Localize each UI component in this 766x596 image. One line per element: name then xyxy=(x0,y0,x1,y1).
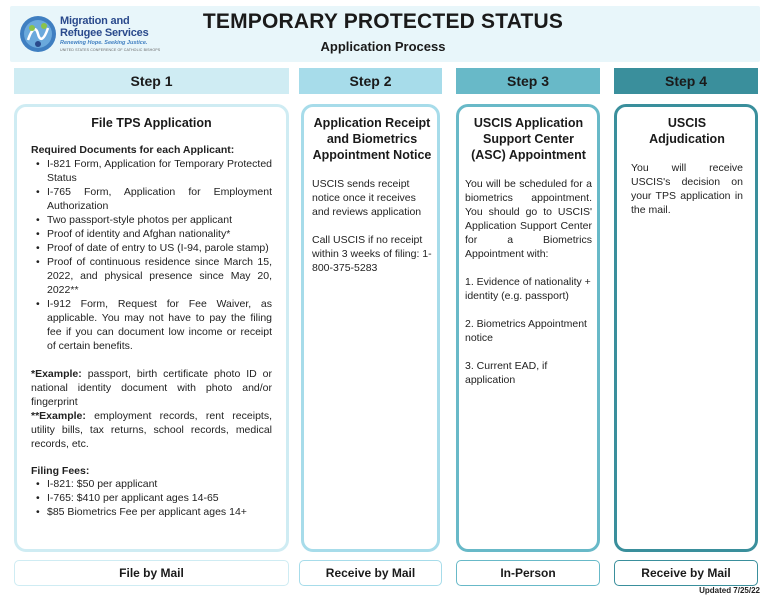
step-2-paragraph: USCIS sends receipt notice once it receives and reviews application xyxy=(312,178,422,218)
list-item: • I-765: $410 per applicant ages 14-65 xyxy=(47,491,272,505)
list-item: • I-821: $50 per applicant xyxy=(47,477,272,491)
list-item: • I-821 Form, Application for Temporary Protected Status xyxy=(47,157,272,185)
step-4-tab: Step 4 xyxy=(614,68,758,94)
org-subline: UNITED STATES CONFERENCE OF CATHOLIC BISHOPS xyxy=(60,48,161,52)
step-1-tab: Step 1 xyxy=(14,68,289,94)
page-subtitle: Application Process xyxy=(320,39,446,54)
step-1-card xyxy=(14,104,289,552)
list-item: • Two passport-style photos per applicant xyxy=(47,213,272,227)
step-2-tab: Step 2 xyxy=(299,68,442,94)
filing-fees-list xyxy=(31,477,272,519)
step-3-title: USCIS Application Support Center (ASC) Appointment xyxy=(471,116,586,162)
step-3-item-3: 3. Current EAD, if application xyxy=(465,360,548,386)
example-text: passport, birth certificate photo ID or national identity document with photo and/or fingerprint xyxy=(31,368,272,408)
required-docs-list xyxy=(31,157,272,353)
list-item: • I-765 Form, Application for Employment Authorization xyxy=(47,185,272,213)
list-item: • Proof of identity and Afghan nationality* xyxy=(47,227,272,241)
required-docs-heading: Required Documents for each Applicant: xyxy=(31,144,235,156)
updated-date: Updated 7/25/22 xyxy=(699,586,760,595)
step-4-card xyxy=(614,104,758,552)
org-tagline: Renewing Hope. Seeking Justice. xyxy=(60,40,148,46)
list-item: • Proof of date of entry to US (I-94, parole stamp) xyxy=(47,241,272,255)
step-1-footer: File by Mail xyxy=(14,560,289,586)
page-title: TEMPORARY PROTECTED STATUS xyxy=(202,10,564,33)
step-3-footer: In-Person xyxy=(456,560,600,586)
step-4-paragraph: You will receive USCIS's decision on your TPS application in the mail. xyxy=(631,162,743,216)
org-name: Migration and Refugee Services xyxy=(60,15,149,39)
list-item: • I-912 Form, Request for Fee Waiver, as applicable. You may not have to pay the filing fee if you can document low income or receipt of certain benefits. xyxy=(47,297,272,353)
step-1-title: File TPS Application xyxy=(91,116,212,130)
step-3-tab: Step 3 xyxy=(456,68,600,94)
step-4-footer: Receive by Mail xyxy=(614,560,758,586)
step-3-item-2: 2. Biometrics Appointment notice xyxy=(465,318,587,344)
step-3-card xyxy=(456,104,600,552)
step-2-title: Application Receipt and Biometrics Appointment Notice xyxy=(312,116,432,162)
example-note-2 xyxy=(31,409,272,451)
step-2-call-note: Call USCIS if no receipt within 3 weeks of filing: 1-800-375-5283 xyxy=(312,234,432,274)
list-item: • Proof of continuous residence since March 15, 2022, and physical presence since May 20, 2022** xyxy=(47,255,272,297)
example-note-1 xyxy=(31,367,272,409)
step-3-item-1: 1. Evidence of nationality + identity (e.g. passport) xyxy=(465,276,591,302)
filing-fees-heading: Filing Fees: xyxy=(31,465,90,477)
example-label: **Example: xyxy=(31,410,86,422)
step-2-footer: Receive by Mail xyxy=(299,560,442,586)
list-item: • $85 Biometrics Fee per applicant ages 14+ xyxy=(47,505,272,519)
step-4-title: USCIS Adjudication xyxy=(649,116,725,146)
step-2-card xyxy=(301,104,440,552)
step-3-paragraph: You will be scheduled for a biometrics appointment. You should go to USCIS' Application Support Center for a Biometrics Appointment with: xyxy=(465,178,592,260)
example-text: employment records, rent receipts, utility bills, tax returns, school records, medical records, etc. xyxy=(31,410,272,450)
example-label: *Example: xyxy=(31,368,82,380)
